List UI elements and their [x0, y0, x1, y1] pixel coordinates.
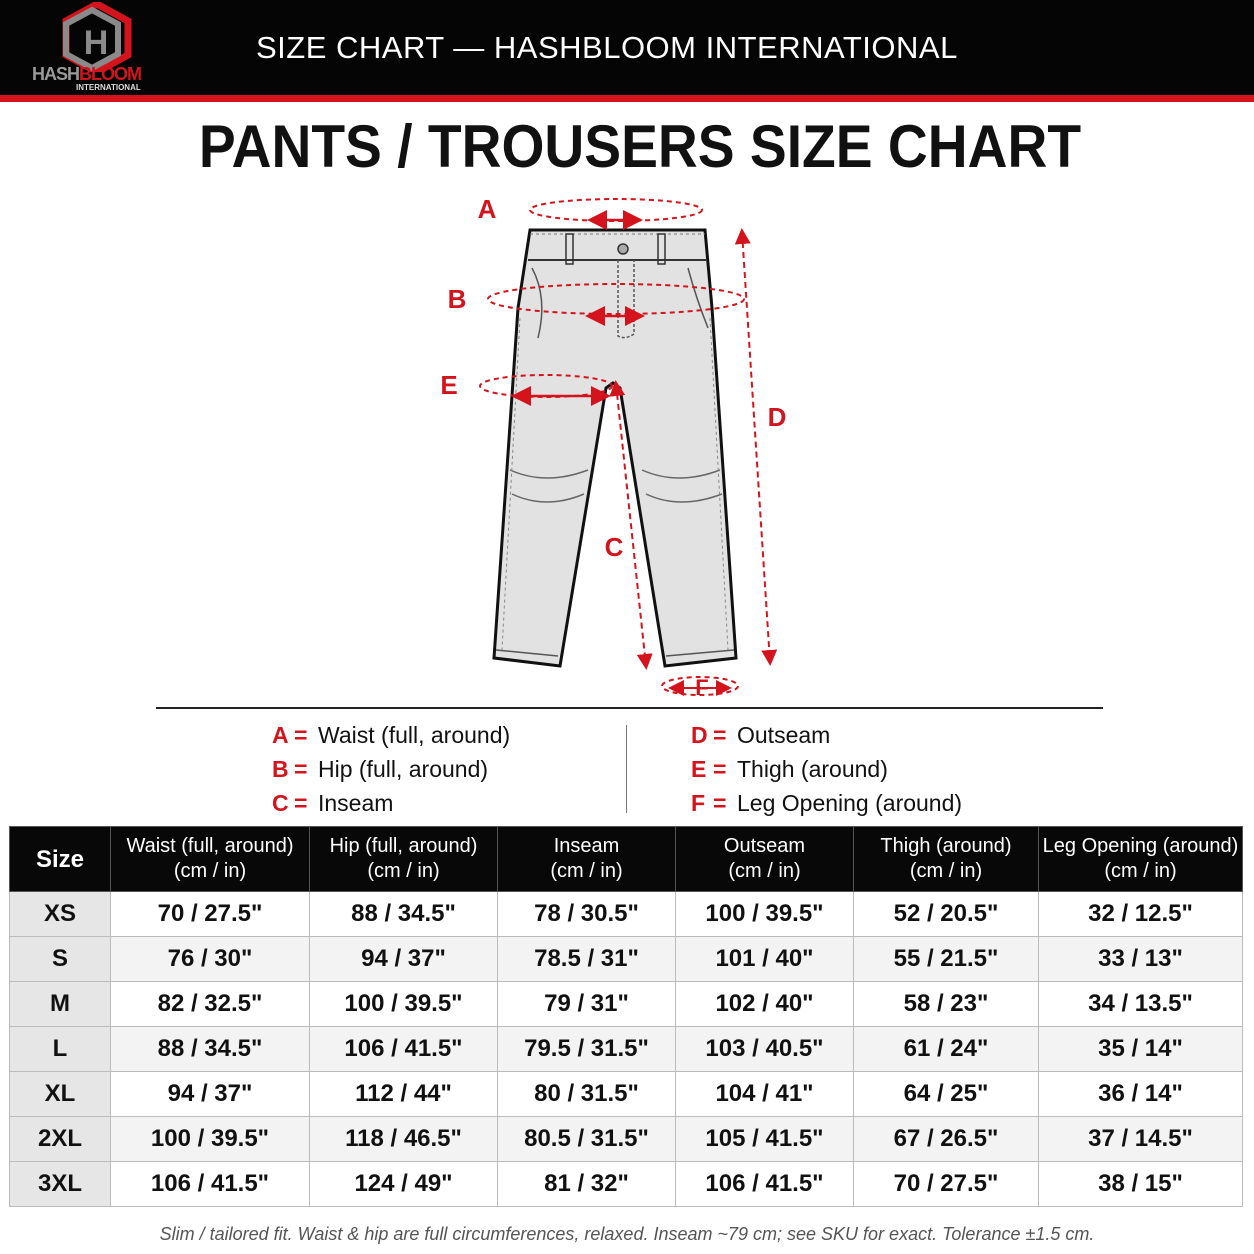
table-cell: 36 / 14" — [1039, 1072, 1243, 1117]
table-row — [10, 1162, 1243, 1207]
pants-illustration — [420, 188, 840, 708]
label-a: A — [477, 194, 497, 224]
table-cell: 79 / 31" — [498, 982, 676, 1027]
table-cell: 58 / 23" — [854, 982, 1039, 1027]
table-row — [10, 892, 1243, 937]
legend-divider — [626, 725, 627, 813]
section-divider — [156, 707, 1103, 709]
logo-monogram: H — [83, 24, 109, 62]
table-header-row — [10, 827, 1243, 892]
hexagon-logo-icon — [30, 2, 170, 72]
logo-wordmark: HASHBLOOM — [32, 64, 142, 84]
table-row — [10, 1072, 1243, 1117]
table-cell: 94 / 37" — [111, 1072, 310, 1117]
table-cell: 104 / 41" — [676, 1072, 854, 1117]
table-cell: 100 / 39.5" — [310, 982, 498, 1027]
table-cell-size: M — [10, 982, 111, 1027]
table-header-leg-opening: Leg Opening (around) (cm / in) — [1039, 827, 1243, 892]
table-cell: 37 / 14.5" — [1039, 1117, 1243, 1162]
table-cell: 76 / 30" — [111, 937, 310, 982]
table-cell: 55 / 21.5" — [854, 937, 1039, 982]
table-cell: 33 / 13" — [1039, 937, 1243, 982]
table-row — [10, 1027, 1243, 1072]
table-cell: 70 / 27.5" — [854, 1162, 1039, 1207]
table-header-inseam: Inseam (cm / in) — [498, 827, 676, 892]
label-f: F — [695, 675, 709, 700]
table-cell: 103 / 40.5" — [676, 1027, 854, 1072]
table-cell: 80.5 / 31.5" — [498, 1117, 676, 1162]
header-title: SIZE CHART — HASHBLOOM INTERNATIONAL — [256, 30, 958, 65]
table-header-waist: Waist (full, around) (cm / in) — [111, 827, 310, 892]
table-row — [10, 1117, 1243, 1162]
page-title: PANTS / TROUSERS SIZE CHART — [198, 113, 1082, 180]
label-b: B — [447, 284, 467, 314]
header-accent-line — [0, 95, 1254, 102]
table-cell: 101 / 40" — [676, 937, 854, 982]
table-cell: 81 / 32" — [498, 1162, 676, 1207]
table-cell: 78.5 / 31" — [498, 937, 676, 982]
table-cell: 105 / 41.5" — [676, 1117, 854, 1162]
pants-diagram — [420, 188, 840, 708]
table-cell: 78 / 30.5" — [498, 892, 676, 937]
table-cell-size: 3XL — [10, 1162, 111, 1207]
legend-item-c: C = Inseam — [272, 790, 394, 816]
footnote: Slim / tailored fit. Waist & hip are full circumferences, relaxed. Inseam ~79 cm; see SKU for exact. Tolerance ±1.5 cm. — [159, 1224, 1095, 1244]
table-cell: 118 / 46.5" — [310, 1117, 498, 1162]
table-cell: 106 / 41.5" — [676, 1162, 854, 1207]
size-table — [9, 826, 1243, 1207]
legend-item-e: E = Thigh (around) — [691, 756, 888, 782]
table-cell: 88 / 34.5" — [111, 1027, 310, 1072]
table-cell-size: XS — [10, 892, 111, 937]
table-cell: 67 / 26.5" — [854, 1117, 1039, 1162]
table-row — [10, 937, 1243, 982]
table-cell: 38 / 15" — [1039, 1162, 1243, 1207]
table-cell: 70 / 27.5" — [111, 892, 310, 937]
outseam-arrow — [742, 232, 770, 662]
table-cell: 106 / 41.5" — [310, 1027, 498, 1072]
label-d: D — [767, 402, 787, 432]
table-cell: 124 / 49" — [310, 1162, 498, 1207]
legend-item-f: F = Leg Opening (around) — [691, 790, 963, 816]
table-cell: 100 / 39.5" — [111, 1117, 310, 1162]
label-e: E — [440, 370, 458, 400]
table-header-thigh: Thigh (around) (cm / in) — [854, 827, 1039, 892]
table-cell: 80 / 31.5" — [498, 1072, 676, 1117]
table-cell: 106 / 41.5" — [111, 1162, 310, 1207]
legend-item-d: D = Outseam — [691, 722, 831, 748]
table-cell: 100 / 39.5" — [676, 892, 854, 937]
table-cell: 102 / 40" — [676, 982, 854, 1027]
table-cell: 52 / 20.5" — [854, 892, 1039, 937]
legend-item-a: A = Waist (full, around) — [272, 722, 511, 748]
table-cell: 34 / 13.5" — [1039, 982, 1243, 1027]
pants-shape — [494, 230, 736, 666]
waist-measure-ellipse — [530, 199, 702, 221]
table-cell: 61 / 24" — [854, 1027, 1039, 1072]
table-cell: 79.5 / 31.5" — [498, 1027, 676, 1072]
header-bar — [0, 0, 1254, 95]
table-cell-size: S — [10, 937, 111, 982]
table-cell: 35 / 14" — [1039, 1027, 1243, 1072]
table-header-hip: Hip (full, around) (cm / in) — [310, 827, 498, 892]
table-header-size: Size — [10, 827, 111, 892]
table-cell-size: XL — [10, 1072, 111, 1117]
table-cell: 32 / 12.5" — [1039, 892, 1243, 937]
table-cell-size: 2XL — [10, 1117, 111, 1162]
logo-subtitle: INTERNATIONAL — [76, 83, 141, 92]
table-row — [10, 982, 1243, 1027]
table-cell-size: L — [10, 1027, 111, 1072]
brand-logo — [30, 2, 170, 92]
table-cell: 112 / 44" — [310, 1072, 498, 1117]
table-cell: 94 / 37" — [310, 937, 498, 982]
label-c: C — [604, 532, 624, 562]
legend-item-b: B = Hip (full, around) — [272, 756, 489, 782]
table-cell: 88 / 34.5" — [310, 892, 498, 937]
table-cell: 64 / 25" — [854, 1072, 1039, 1117]
table-header-outseam: Outseam (cm / in) — [676, 827, 854, 892]
table-cell: 82 / 32.5" — [111, 982, 310, 1027]
